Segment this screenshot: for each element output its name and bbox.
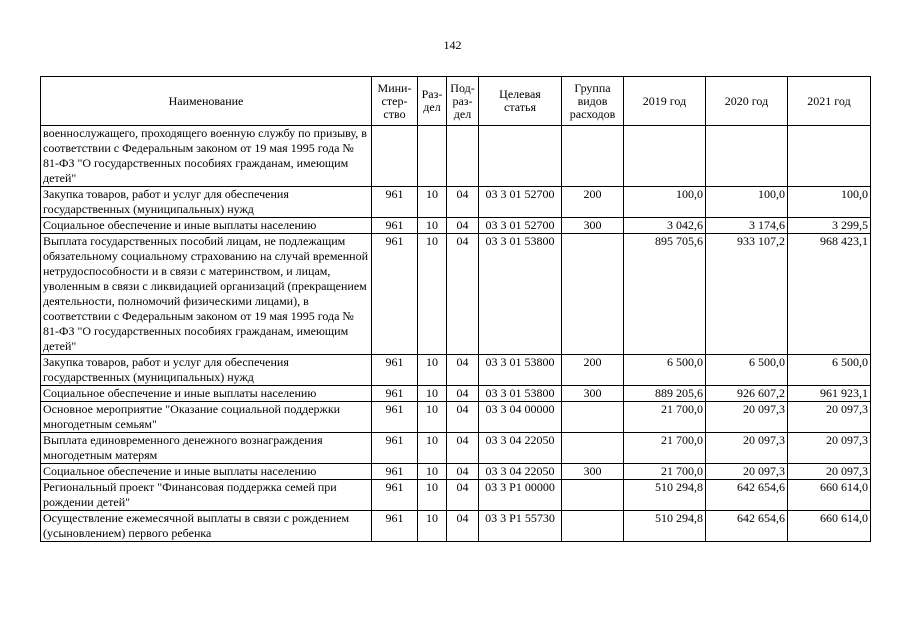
row-target-article: 03 3 01 52700: [479, 218, 562, 234]
row-subsection: 04: [447, 511, 479, 542]
row-ministry: 961: [372, 433, 418, 464]
row-section: 10: [418, 433, 447, 464]
row-section: 10: [418, 402, 447, 433]
budget-table: [40, 76, 871, 542]
row-amount-2019: 6 500,0: [624, 355, 706, 386]
row-section: 10: [418, 218, 447, 234]
row-amount-2021: 20 097,3: [788, 433, 871, 464]
row-ministry: 961: [372, 480, 418, 511]
row-amount-2019: 100,0: [624, 187, 706, 218]
row-name: Закупка товаров, работ и услуг для обеспечения государственных (муниципальных) нужд: [41, 187, 372, 218]
row-subsection: 04: [447, 234, 479, 355]
row-amount-2021: 660 614,0: [788, 511, 871, 542]
row-ministry: 961: [372, 187, 418, 218]
row-amount-2021: [788, 126, 871, 187]
row-amount-2019: 21 700,0: [624, 464, 706, 480]
table-row: [41, 511, 871, 542]
row-expense-group: 200: [562, 187, 624, 218]
row-name: Социальное обеспечение и иные выплаты населению: [41, 386, 372, 402]
row-amount-2019: 889 205,6: [624, 386, 706, 402]
row-ministry: 961: [372, 234, 418, 355]
table-row: [41, 386, 871, 402]
row-subsection: 04: [447, 433, 479, 464]
row-amount-2020: 100,0: [706, 187, 788, 218]
row-ministry: 961: [372, 218, 418, 234]
row-expense-group: [562, 433, 624, 464]
row-ministry: 961: [372, 355, 418, 386]
row-section: 10: [418, 234, 447, 355]
page-number: 142: [443, 38, 462, 52]
row-section: 10: [418, 355, 447, 386]
row-name: Закупка товаров, работ и услуг для обеспечения государственных (муниципальных) нужд: [41, 355, 372, 386]
row-expense-group: 300: [562, 218, 624, 234]
header-name: Наименование: [41, 77, 372, 126]
row-expense-group: 300: [562, 464, 624, 480]
row-amount-2019: 510 294,8: [624, 480, 706, 511]
row-target-article: [479, 126, 562, 187]
row-target-article: 03 3 04 22050: [479, 433, 562, 464]
table-row: [41, 433, 871, 464]
row-amount-2020: 642 654,6: [706, 511, 788, 542]
row-amount-2020: 933 107,2: [706, 234, 788, 355]
row-amount-2020: 20 097,3: [706, 402, 788, 433]
row-subsection: 04: [447, 187, 479, 218]
row-amount-2019: 21 700,0: [624, 402, 706, 433]
row-name: Социальное обеспечение и иные выплаты населению: [41, 464, 372, 480]
row-amount-2020: 3 174,6: [706, 218, 788, 234]
row-target-article: 03 3 04 22050: [479, 464, 562, 480]
row-expense-group: [562, 480, 624, 511]
row-amount-2020: 926 607,2: [706, 386, 788, 402]
row-subsection: [447, 126, 479, 187]
row-amount-2020: 6 500,0: [706, 355, 788, 386]
row-target-article: 03 3 01 53800: [479, 355, 562, 386]
row-amount-2019: 3 042,6: [624, 218, 706, 234]
row-expense-group: 300: [562, 386, 624, 402]
row-subsection: 04: [447, 218, 479, 234]
row-ministry: 961: [372, 386, 418, 402]
table-row: [41, 464, 871, 480]
table-body: [41, 126, 871, 542]
row-subsection: 04: [447, 480, 479, 511]
row-expense-group: [562, 126, 624, 187]
row-name: Региональный проект "Финансовая поддержка семей при рождении детей": [41, 480, 372, 511]
row-subsection: 04: [447, 464, 479, 480]
row-name: Выплата государственных пособий лицам, не подлежащим обязательному социальному страхованию на случай временной нетрудоспособности и в связи с материнством, и лицам, уволенным в связи с ликвидацией организаций (прекращением деятельности, полномочий физическими лицами), в соответствии с Федеральным законом от 19 мая 1995 года № 81-ФЗ "О государственных пособиях гражданам, имеющим детей": [41, 234, 372, 355]
row-ministry: 961: [372, 511, 418, 542]
row-amount-2021: 968 423,1: [788, 234, 871, 355]
row-name: военнослужащего, проходящего военную службу по призыву, в соответствии с Федеральным законом от 19 мая 1995 года № 81-ФЗ "О государственных пособиях гражданам, имеющим детей": [41, 126, 372, 187]
table-row: [41, 218, 871, 234]
row-target-article: 03 3 P1 00000: [479, 480, 562, 511]
row-target-article: 03 3 04 00000: [479, 402, 562, 433]
row-name: Основное мероприятие "Оказание социальной поддержки многодетным семьям": [41, 402, 372, 433]
table-row: [41, 480, 871, 511]
row-amount-2019: 21 700,0: [624, 433, 706, 464]
row-section: [418, 126, 447, 187]
row-amount-2019: [624, 126, 706, 187]
row-amount-2020: [706, 126, 788, 187]
row-target-article: 03 3 P1 55730: [479, 511, 562, 542]
row-amount-2019: 895 705,6: [624, 234, 706, 355]
row-section: 10: [418, 511, 447, 542]
row-target-article: 03 3 01 53800: [479, 234, 562, 355]
header-subsection: Под- раз- дел: [447, 77, 479, 126]
row-section: 10: [418, 386, 447, 402]
row-section: 10: [418, 187, 447, 218]
row-amount-2021: 20 097,3: [788, 402, 871, 433]
row-subsection: 04: [447, 386, 479, 402]
header-section: Раз- дел: [418, 77, 447, 126]
row-expense-group: [562, 511, 624, 542]
row-amount-2019: 510 294,8: [624, 511, 706, 542]
header-expense-group: Группа видов расходов: [562, 77, 624, 126]
row-name: Выплата единовременного денежного вознаграждения многодетным матерям: [41, 433, 372, 464]
row-amount-2021: 660 614,0: [788, 480, 871, 511]
header-ministry: Мини- стер- ство: [372, 77, 418, 126]
header-year-2020: 2020 год: [706, 77, 788, 126]
row-section: 10: [418, 480, 447, 511]
row-expense-group: [562, 402, 624, 433]
header-year-2021: 2021 год: [788, 77, 871, 126]
row-section: 10: [418, 464, 447, 480]
row-expense-group: 200: [562, 355, 624, 386]
row-amount-2021: 6 500,0: [788, 355, 871, 386]
table-row: [41, 126, 871, 187]
row-expense-group: [562, 234, 624, 355]
table-row: [41, 402, 871, 433]
row-amount-2020: 20 097,3: [706, 433, 788, 464]
row-subsection: 04: [447, 402, 479, 433]
row-amount-2021: 3 299,5: [788, 218, 871, 234]
row-name: Осуществление ежемесячной выплаты в связи с рождением (усыновлением) первого ребенка: [41, 511, 372, 542]
row-ministry: 961: [372, 464, 418, 480]
table-row: [41, 355, 871, 386]
table-row: [41, 187, 871, 218]
header-target-article: Целевая статья: [479, 77, 562, 126]
row-amount-2020: 20 097,3: [706, 464, 788, 480]
row-target-article: 03 3 01 53800: [479, 386, 562, 402]
row-amount-2021: 961 923,1: [788, 386, 871, 402]
row-amount-2020: 642 654,6: [706, 480, 788, 511]
row-amount-2021: 20 097,3: [788, 464, 871, 480]
row-target-article: 03 3 01 52700: [479, 187, 562, 218]
table-header-row: [41, 77, 871, 126]
row-ministry: [372, 126, 418, 187]
header-year-2019: 2019 год: [624, 77, 706, 126]
table-row: [41, 234, 871, 355]
row-ministry: 961: [372, 402, 418, 433]
row-amount-2021: 100,0: [788, 187, 871, 218]
row-name: Социальное обеспечение и иные выплаты населению: [41, 218, 372, 234]
row-subsection: 04: [447, 355, 479, 386]
